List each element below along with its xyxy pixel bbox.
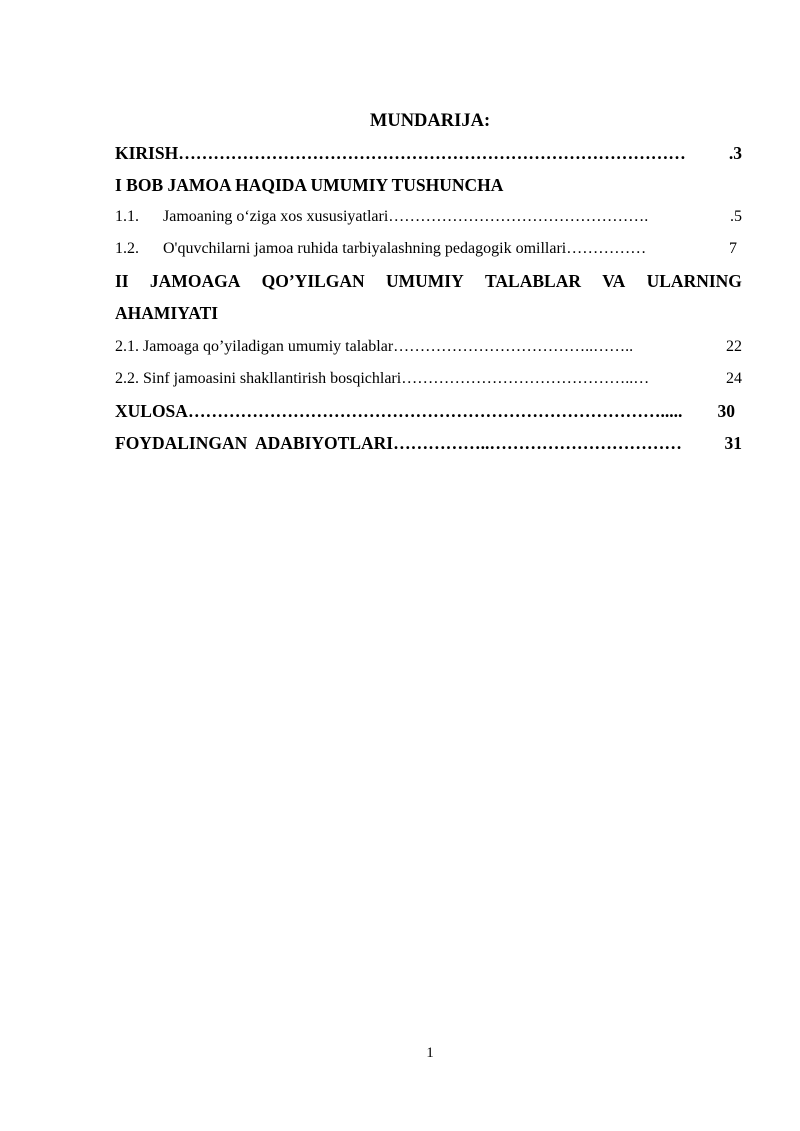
toc-heading-word: UMUMIY: [385, 271, 464, 291]
toc-entry-kirish[interactable]: [115, 141, 742, 165]
toc-heading-word: VA: [602, 271, 626, 291]
toc-heading-word: ULARNING: [646, 271, 742, 291]
toc-entry-2-1[interactable]: [115, 335, 742, 359]
toc-entry-label: KIRISH: [115, 143, 179, 163]
toc-page-number: .5: [730, 208, 742, 225]
toc-entry-label: XULOSA: [115, 401, 188, 421]
toc-heading-continuation: AHAMIYATI: [115, 303, 219, 323]
toc-leader: ………………………………………….: [388, 208, 649, 225]
toc-entry-1-1[interactable]: [115, 205, 742, 229]
toc-heading-word: QO’YILGAN: [261, 271, 365, 291]
toc-entry-label: I BOB JAMOA HAQIDA UMUMIY TUSHUNCHA: [115, 175, 504, 195]
toc-heading-word: JAMOAGA: [149, 271, 241, 291]
toc-page-number: 22: [726, 338, 742, 355]
toc-heading-word: TALABLAR: [485, 271, 581, 291]
toc-leader: ……………………………………………………………………………: [178, 143, 686, 163]
toc-leader: ……………………………………..…: [401, 370, 650, 387]
page-number: 1: [426, 1045, 434, 1061]
toc-leader: ………………………………..……..: [393, 338, 634, 355]
toc-entry-number: 1.1.: [115, 208, 139, 225]
toc-entry-label: Jamoaning o‘ziga xos xususiyatlari: [163, 208, 389, 225]
toc-leader: ……………: [566, 240, 647, 257]
toc-entry-label: 2.2. Sinf jamoasini shakllantirish bosqichlari: [115, 370, 402, 387]
toc-heading-word: II: [115, 271, 129, 291]
toc-entry-label: FOYDALINGAN ADABIYOTLARI: [115, 433, 394, 453]
toc-entry-xulosa[interactable]: [115, 399, 735, 423]
toc-page-number: 31: [724, 433, 742, 453]
toc-page-number: 24: [726, 370, 742, 387]
toc-entry-1-2[interactable]: [115, 237, 737, 261]
toc-leader: ……………………………………………………………………….....: [187, 401, 683, 421]
toc-page-number: 7: [729, 240, 737, 257]
toc-entry-adabiyotlar[interactable]: [115, 431, 742, 455]
toc-entry-number: 1.2.: [115, 240, 139, 257]
toc-entry-label: 2.1. Jamoaga qo’yiladigan umumiy talablar: [115, 338, 394, 355]
toc-heading-line: [115, 269, 742, 293]
toc-leader: ……………..……………………………: [393, 433, 682, 453]
toc-entry-2-2[interactable]: [115, 367, 742, 391]
toc-page-number: 30: [717, 401, 735, 421]
toc-entry-label: O'quvchilarni jamoa ruhida tarbiyalashning pedagogik omillari: [163, 240, 567, 257]
toc-chapter-2-heading[interactable]: [115, 269, 742, 325]
page-title: MUNDARIJA:: [369, 111, 491, 131]
toc-chapter-1-heading[interactable]: [115, 173, 742, 197]
toc-page-number: .3: [728, 143, 742, 163]
